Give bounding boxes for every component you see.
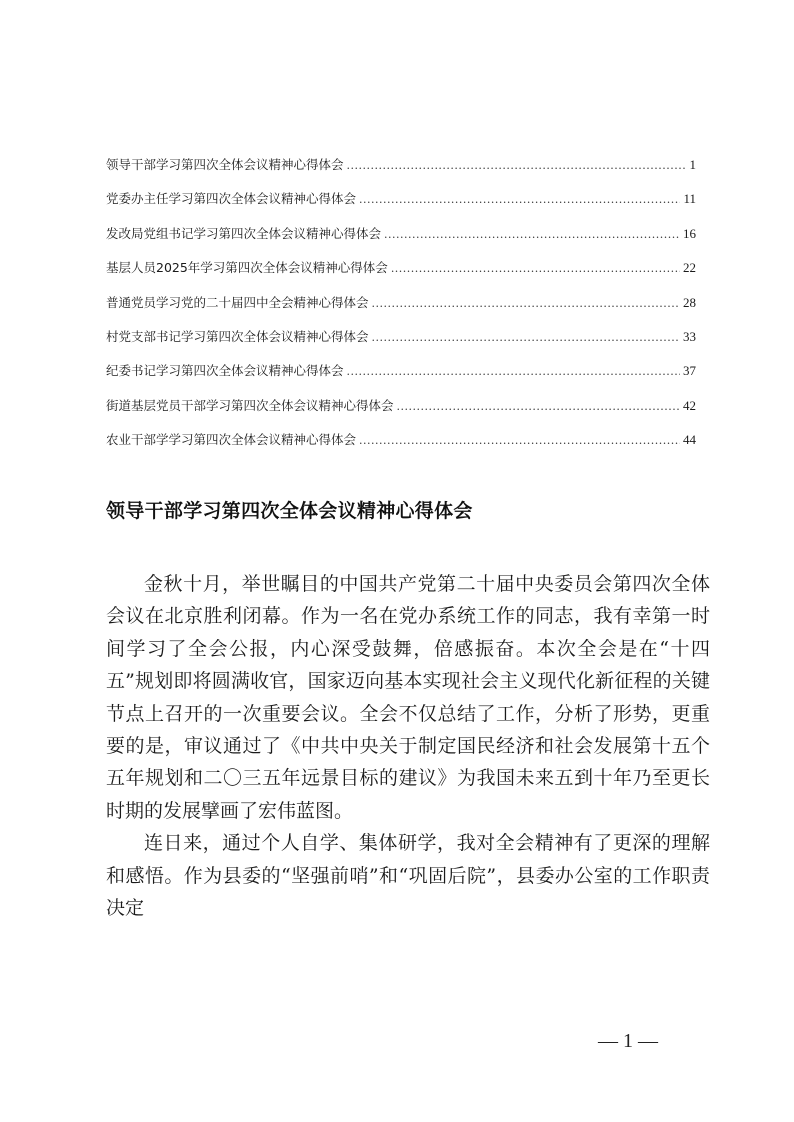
toc-dot-leader: [391, 254, 680, 284]
toc-entry-page: 16: [683, 225, 696, 241]
toc-entry-page: 44: [683, 432, 696, 448]
toc-entry-page: 33: [683, 328, 696, 344]
toc-entry-8[interactable]: [106, 391, 696, 425]
toc-entry-page: 22: [683, 260, 696, 276]
toc-entry-1[interactable]: [106, 150, 696, 184]
toc-dot-leader: [372, 323, 680, 353]
toc-dot-leader: [359, 426, 680, 456]
table-of-contents: [106, 150, 696, 460]
toc-entry-page: 28: [683, 294, 696, 310]
toc-entry-title: 街道基层党员干部学习第四次全体会议精神心得体会: [106, 397, 394, 413]
toc-dot-leader: [397, 392, 680, 422]
toc-entry-page: 11: [683, 191, 696, 207]
toc-entry-page: 42: [683, 397, 696, 413]
toc-entry-6[interactable]: [106, 322, 696, 356]
toc-entry-2[interactable]: [106, 184, 696, 218]
toc-entry-4[interactable]: [106, 253, 696, 287]
toc-dot-leader: [347, 151, 687, 181]
toc-entry-title: 发改局党组书记学习第四次全体会议精神心得体会: [106, 225, 382, 241]
toc-dot-leader: [384, 220, 680, 250]
page-number: — 1 —: [598, 1030, 658, 1052]
toc-entry-5[interactable]: [106, 288, 696, 322]
toc-entry-title: 领导干部学习第四次全体会议精神心得体会: [106, 157, 344, 172]
toc-dot-leader: [372, 289, 680, 319]
toc-entry-title: 党委办主任学习第四次全体会议精神心得体会: [106, 191, 357, 207]
toc-entry-page: 37: [683, 363, 696, 379]
toc-entry-3[interactable]: [106, 219, 696, 253]
article-body: [106, 536, 710, 924]
toc-entry-title: 普通党员学习党的二十届四中全会精神心得体会: [106, 294, 369, 310]
body-paragraph: 连日来，通过个人自学、集体研学，我对全会精神有了更深的理解和感悟。作为县委的“坚强前哨”和“巩固后院”，县委办公室的工作职责决定: [106, 832, 710, 920]
toc-dot-leader: [359, 185, 680, 215]
toc-entry-title: 基层人员2025年学习第四次全体会议精神心得体会: [106, 260, 388, 276]
toc-entry-title: 纪委书记学习第四次全体会议精神心得体会: [106, 363, 344, 379]
toc-entry-title: 农业干部学学习第四次全体会议精神心得体会: [106, 432, 357, 448]
toc-entry-page: 1: [689, 157, 696, 172]
toc-entry-title: 村党支部书记学习第四次全体会议精神心得体会: [106, 328, 369, 344]
toc-dot-leader: [347, 357, 680, 387]
body-paragraph: 金秋十月，举世瞩目的中国共产党第二十届中央委员会第四次全体会议在北京胜利闭幕。作为一名在党办系统工作的同志，我有幸第一时间学习了全会公报，内心深受鼓舞，倍感振奋。本次全会是在“十四五”规划即将圆满收官，国家迈向基本实现社会主义现代化新征程的关键节点上召开的一次重要会议。全会不仅总结了工作，分析了形势，更重要的是，审议通过了《中共中央关于制定国民经济和社会发展第十五个五年规划和二〇三五年远景目标的建议》为我国未来五到十年乃至更长时期的发展擘画了宏伟蓝图。: [106, 573, 710, 822]
toc-entry-9[interactable]: [106, 425, 696, 459]
toc-entry-7[interactable]: [106, 356, 696, 390]
article-title: 领导干部学习第四次全体会议精神心得体会: [106, 500, 473, 522]
